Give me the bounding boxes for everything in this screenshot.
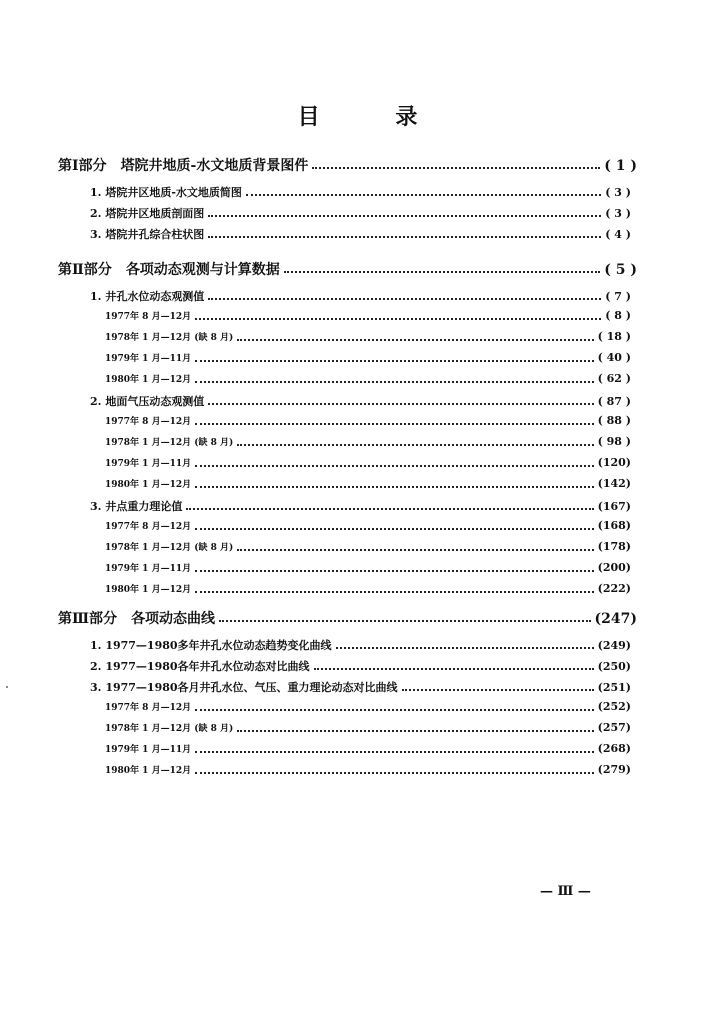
page-ref: ( 88 ) xyxy=(597,414,631,427)
toc-item[interactable] xyxy=(90,205,631,221)
dot-leader xyxy=(208,298,601,300)
dot-leader xyxy=(195,381,594,383)
dot-leader xyxy=(246,194,601,196)
dot-leader xyxy=(195,318,601,320)
toc-subitem-title: 1977年 8 月—12月 xyxy=(105,417,192,427)
toc-subitem[interactable] xyxy=(105,540,631,554)
toc-item-title: 2. 1977—1980各年井孔水位动态对比曲线 xyxy=(90,660,310,673)
toc-item[interactable] xyxy=(90,658,631,674)
toc-item[interactable] xyxy=(90,679,631,695)
page-ref: ( 4 ) xyxy=(605,228,631,241)
toc-item[interactable] xyxy=(90,184,631,200)
toc-subitem-title: 1980年 1 月—12月 xyxy=(105,585,192,595)
toc-part-3-title xyxy=(58,608,215,628)
toc-item-title: 2. 塔院井区地质剖面图 xyxy=(90,207,205,220)
toc-subitem-title: 1978年 1 月—12月 (缺 8 月) xyxy=(105,724,234,734)
page-ref: (222) xyxy=(597,582,631,595)
toc-item-title: 2. 地面气压动态观测值 xyxy=(90,395,205,408)
dot-leader xyxy=(195,465,594,467)
toc-subitem[interactable] xyxy=(105,742,631,756)
page-ref: ( 5 ) xyxy=(604,262,637,278)
dot-leader xyxy=(237,444,593,446)
dot-leader xyxy=(208,236,601,238)
toc-part-1-title xyxy=(58,155,308,175)
dot-leader xyxy=(195,570,594,572)
toc-subitem-title: 1977年 8 月—12月 xyxy=(105,522,192,532)
dot-leader xyxy=(336,647,594,649)
page-ref: (249) xyxy=(597,639,631,652)
toc-subitem-title: 1979年 1 月—11月 xyxy=(105,564,192,574)
page-ref: ( 62 ) xyxy=(597,372,631,385)
dot-leader xyxy=(284,271,600,273)
toc-subitem[interactable] xyxy=(105,351,631,365)
dot-leader xyxy=(195,528,594,530)
dot-leader xyxy=(208,215,601,217)
dot-leader xyxy=(195,772,594,774)
dot-leader xyxy=(195,591,594,593)
page-ref: ( 98 ) xyxy=(597,435,631,448)
toc-subitem[interactable] xyxy=(105,561,631,575)
toc-part-1[interactable] xyxy=(58,155,637,175)
toc-subitem-title: 1980年 1 月—12月 xyxy=(105,480,192,490)
page-ref: (120) xyxy=(597,456,631,469)
page-ref: (257) xyxy=(597,721,631,734)
toc-subitem-title: 1978年 1 月—12月 (缺 8 月) xyxy=(105,438,234,448)
page-ref: ( 3 ) xyxy=(605,207,631,220)
toc-subitem-title: 1980年 1 月—12月 xyxy=(105,375,192,385)
toc-item[interactable] xyxy=(90,393,631,409)
toc-subitem[interactable] xyxy=(105,763,631,777)
dot-leader xyxy=(312,167,600,169)
toc-part-2-title xyxy=(58,259,280,279)
toc-subitem-title: 1979年 1 月—11月 xyxy=(105,745,192,755)
toc-part-2[interactable] xyxy=(58,259,637,279)
toc-subitem[interactable] xyxy=(105,477,631,491)
toc-item[interactable] xyxy=(90,498,631,514)
page-ref: ( 18 ) xyxy=(597,330,631,343)
dot-leader xyxy=(237,730,593,732)
page-ref: (252) xyxy=(597,700,631,713)
part-label: 第Ⅲ部分 xyxy=(58,611,118,627)
part-label: 第Ⅱ部分 xyxy=(58,262,112,278)
page-ref: (279) xyxy=(597,763,631,776)
toc-item-title: 3. 井点重力理论值 xyxy=(90,500,183,513)
dot-leader xyxy=(402,689,594,691)
toc-item-title: 1. 井孔水位动态观测值 xyxy=(90,290,205,303)
toc-item-title: 3. 塔院井孔综合柱状图 xyxy=(90,228,205,241)
toc-subitem[interactable] xyxy=(105,721,631,735)
toc-subitem[interactable] xyxy=(105,330,631,344)
page-ref: (200) xyxy=(597,561,631,574)
toc-subitem-title: 1979年 1 月—11月 xyxy=(105,354,192,364)
toc-subitem[interactable] xyxy=(105,582,631,596)
page-ref: (178) xyxy=(597,540,631,553)
part-title: 各项动态曲线 xyxy=(131,611,216,627)
toc-item-title: 3. 1977—1980各月井孔水位、气压、重力理论动态对比曲线 xyxy=(90,681,398,694)
dot-leader xyxy=(195,486,594,488)
scan-speck xyxy=(6,686,8,688)
toc-part-3[interactable] xyxy=(58,608,637,628)
toc-item[interactable] xyxy=(90,288,631,304)
dot-leader xyxy=(219,620,590,622)
toc-subitem[interactable] xyxy=(105,700,631,714)
toc-subitem-title: 1977年 8 月—12月 xyxy=(105,312,192,322)
toc-subitem-title: 1978年 1 月—12月 (缺 8 月) xyxy=(105,543,234,553)
page-number-footer: — Ⅲ — xyxy=(540,884,591,899)
toc-subitem[interactable] xyxy=(105,456,631,470)
page-ref: (167) xyxy=(597,500,631,513)
dot-leader xyxy=(208,403,593,405)
dot-leader xyxy=(195,709,594,711)
part-label: 第Ⅰ部分 xyxy=(58,158,107,174)
toc-subitem[interactable] xyxy=(105,414,631,428)
part-title: 塔院井地质-水文地质背景图件 xyxy=(120,158,309,174)
page-ref: (251) xyxy=(597,681,631,694)
page-ref: ( 87 ) xyxy=(597,395,631,408)
page-ref: (168) xyxy=(597,519,631,532)
toc-item[interactable] xyxy=(90,637,631,653)
page-ref: ( 8 ) xyxy=(605,309,631,322)
page-ref: (268) xyxy=(597,742,631,755)
toc-subitem[interactable] xyxy=(105,372,631,386)
page-ref: (250) xyxy=(597,660,631,673)
toc-subitem[interactable] xyxy=(105,309,631,323)
dot-leader xyxy=(237,339,593,341)
page-ref: ( 3 ) xyxy=(605,186,631,199)
page-ref: (142) xyxy=(597,477,631,490)
toc-item-title: 1. 塔院井区地质-水文地质简图 xyxy=(90,186,242,199)
dot-leader xyxy=(195,423,594,425)
dot-leader xyxy=(237,549,593,551)
toc-subitem-title: 1978年 1 月—12月 (缺 8 月) xyxy=(105,333,234,343)
page-ref: ( 1 ) xyxy=(604,158,637,174)
toc-item[interactable] xyxy=(90,226,631,242)
part-title: 各项动态观测与计算数据 xyxy=(125,262,280,278)
toc-item-title: 1. 1977—1980多年井孔水位动态趋势变化曲线 xyxy=(90,639,332,652)
page-ref: (247) xyxy=(594,611,637,627)
dot-leader xyxy=(195,751,594,753)
dot-leader xyxy=(314,668,594,670)
dot-leader xyxy=(186,508,593,510)
dot-leader xyxy=(195,360,594,362)
toc-subitem-title: 1980年 1 月—12月 xyxy=(105,766,192,776)
page-ref: ( 7 ) xyxy=(605,290,631,303)
page-ref: ( 40 ) xyxy=(597,351,631,364)
toc-subitem[interactable] xyxy=(105,519,631,533)
toc-subitem[interactable] xyxy=(105,435,631,449)
toc-subitem-title: 1979年 1 月—11月 xyxy=(105,459,192,469)
page-title: 目 录 xyxy=(297,105,452,130)
toc-subitem-title: 1977年 8 月—12月 xyxy=(105,703,192,713)
